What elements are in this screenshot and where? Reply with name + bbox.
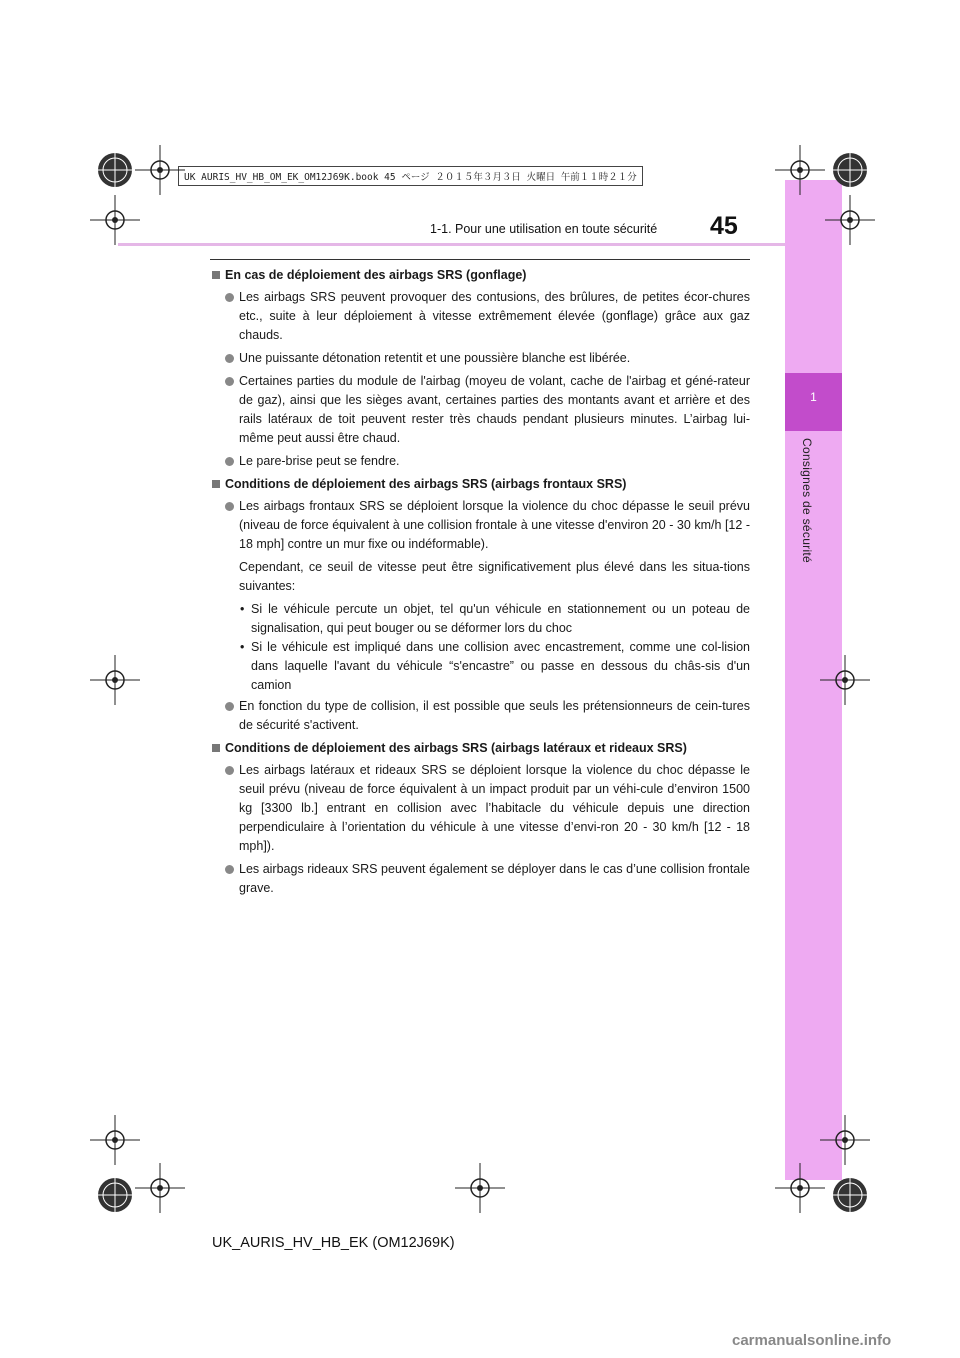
header-rule <box>118 243 785 246</box>
bullet-dot-icon <box>225 702 234 711</box>
registration-mark-icon <box>775 145 825 195</box>
registration-mark-icon <box>90 655 140 705</box>
bullet-item: Les airbags latéraux et rideaux SRS se déploient lorsque la violence du choc dépasse le seuil prévu (niveau de force équivalent à un impact produit par un véhi-cule d’environ 1500 kg [3300 lb.] entrant en collision avec l’habitacle du véhicule depuis une direction perpendiculaire à l’orientation du véhicule à une vitesse d’envi-ron 20 - 30 km/h [12 - 18 mph]). <box>212 761 750 856</box>
section-heading: En cas de déploiement des airbags SRS (gonflage) <box>212 266 750 285</box>
bullet-item: Le pare-brise peut se fendre. <box>212 452 750 471</box>
bullet-item: Les airbags frontaux SRS se déploient lorsque la violence du choc dépasse le seuil prévu (niveau de force équivalent à une collision frontale à une vitesse d'environ 20 - 30 km/h [12 - 18 mph] contre un mur fixe ou indéformable). <box>212 497 750 554</box>
registration-mark-icon <box>775 1163 825 1213</box>
crop-mark-icon <box>820 140 880 200</box>
bullet-item: Une puissante détonation retentit et une poussière blanche est libérée. <box>212 349 750 368</box>
document-code: UK_AURIS_HV_HB_EK (OM12J69K) <box>212 1235 455 1251</box>
bullet-item: Les airbags SRS peuvent provoquer des contusions, des brûlures, de petites écor-chures etc., suite à leur déploiement à vitesse extrêmement élevée (gonflage) grâce aux gaz chauds. <box>212 288 750 345</box>
registration-mark-icon <box>820 655 870 705</box>
bullet-item: En fonction du type de collision, il est possible que seuls les prétensionneurs de cein-tures de sécurité s'activent. <box>212 697 750 735</box>
book-stamp: UK AURIS_HV_HB_OM_EK_OM12J69K.book 45 ページ ２０１５年３月３日 火曜日 午前１１時２１分 <box>178 166 643 186</box>
watermark: carmanualsonline.info <box>732 1332 892 1349</box>
content-top-rule <box>210 259 750 260</box>
section-heading: Conditions de déploiement des airbags SRS (airbags latéraux et rideaux SRS) <box>212 739 750 758</box>
sub-item: • Si le véhicule percute un objet, tel qu'un véhicule en stationnement ou un poteau de signalisation, qui peut bouger ou se déformer lors du choc <box>240 602 750 635</box>
paragraph: Cependant, ce seuil de vitesse peut être significativement plus élevé dans les situa-tions suivantes: <box>239 560 750 593</box>
side-tab-number: 1 <box>810 390 817 404</box>
bullet-dot-icon <box>225 766 234 775</box>
bullet-dot-icon <box>225 502 234 511</box>
registration-mark-icon <box>455 1163 505 1213</box>
registration-mark-icon <box>135 145 185 195</box>
bullet-dot-icon <box>225 354 234 363</box>
bullet-dot-icon <box>225 865 234 874</box>
page-number: 45 <box>710 212 738 240</box>
bullet-item: Les airbags rideaux SRS peuvent également se déployer dans le cas d’une collision frontale grave. <box>212 860 750 898</box>
sub-item: • Si le véhicule est impliqué dans une collision avec encastrement, comme une col-lision dans laquelle l'avant du véhicule “s'encastre” ou passe en dessous du châs-sis d'un camion <box>240 640 750 692</box>
bullet-dot-icon <box>225 457 234 466</box>
registration-mark-icon <box>90 1115 140 1165</box>
bullet-item: Certaines parties du module de l'airbag (moyeu de volant, cache de l'airbag et géné-rateur de gaz), ainsi que les sièges avant, certaines parties des montants avant et arrière et des rails latéraux de toit peuvent rester très chauds pendant plusieurs minutes. L’airbag lui-même peut aussi être chaud. <box>212 372 750 448</box>
registration-mark-icon <box>825 195 875 245</box>
crop-mark-icon <box>820 1165 880 1225</box>
bullet-dot-icon <box>225 293 234 302</box>
side-chapter-title: Consignes de sécurité <box>800 438 814 564</box>
registration-mark-icon <box>820 1115 870 1165</box>
bullet-dot-icon <box>225 377 234 386</box>
registration-mark-icon <box>90 195 140 245</box>
section-heading: Conditions de déploiement des airbags SRS (airbags frontaux SRS) <box>212 475 750 494</box>
registration-mark-icon <box>135 1163 185 1213</box>
content-body <box>212 266 750 902</box>
section-title: 1-1. Pour une utilisation en toute sécurité <box>430 222 658 236</box>
